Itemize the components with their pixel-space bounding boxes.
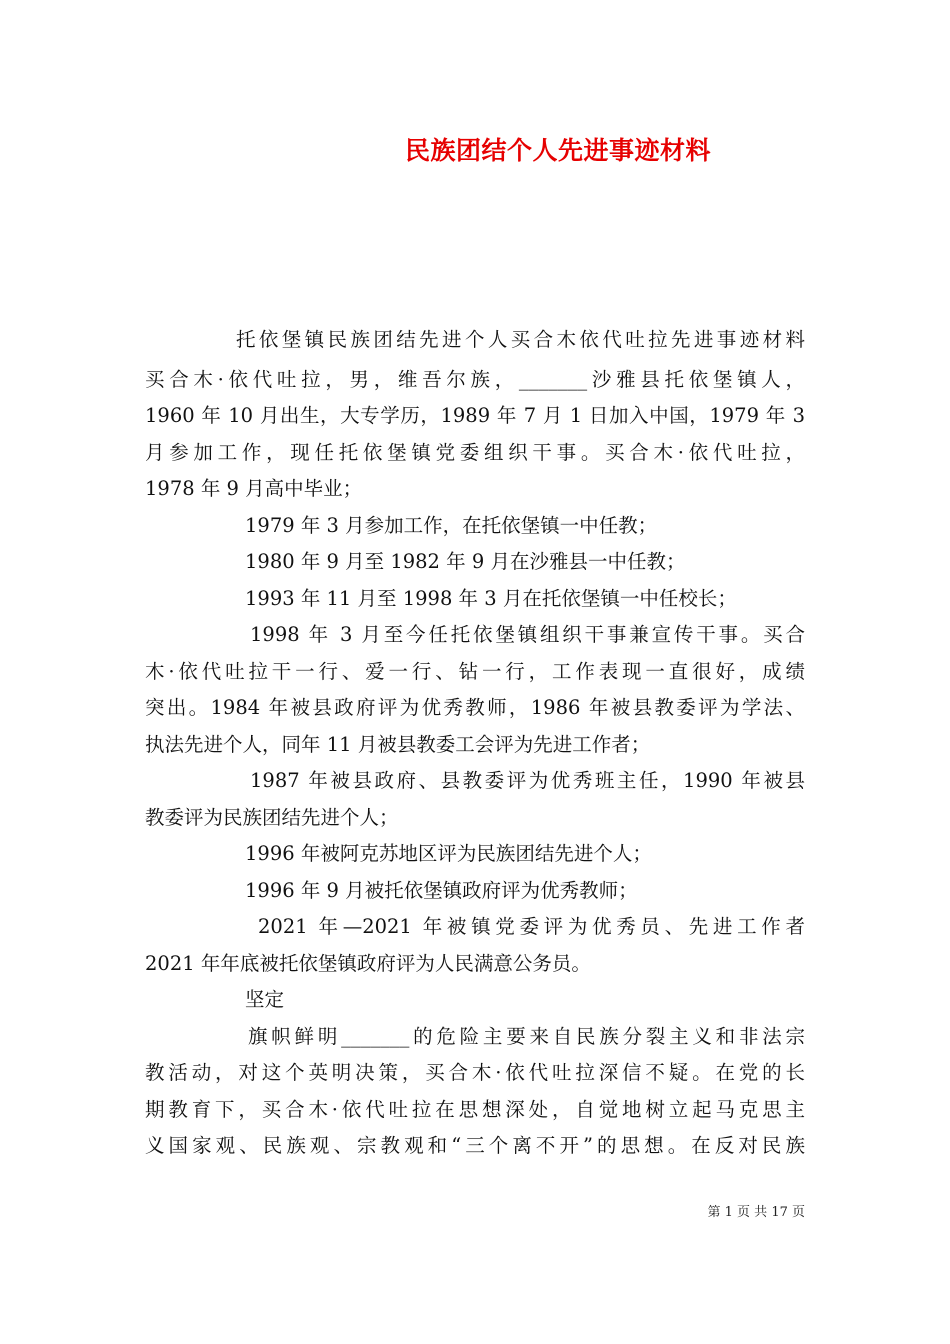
body-line: 期教育下，买合木·依代吐拉在思想深处，自觉地树立起马克思主 <box>145 1097 805 1121</box>
body-line: 义国家观、民族观、宗教观和“三个离不开”的思想。在反对民族 <box>145 1134 805 1157</box>
body-line: 木·依代吐拉干一行、爱一行、钻一行，工作表现一直很好，成绩 <box>145 659 805 683</box>
body-line: 2021 年—2021 年被镇党委评为优秀员、先进工作者 <box>258 915 805 938</box>
document-title: 民族团结个人先进事迹材料 <box>405 136 712 165</box>
body-line: 托依堡镇民族团结先进个人买合木依代吐拉先进事迹材料 <box>236 328 805 351</box>
body-line: 1978 年 9 月高中毕业； <box>145 477 363 500</box>
body-line: 坚定 <box>245 988 285 1011</box>
body-line: 月参加工作，现任托依堡镇党委组织干事。买合木·依代吐拉， <box>145 440 805 464</box>
document-body <box>145 322 805 1165</box>
body-line: 1993 年 11 月至 1998 年 3 月在托依堡镇一中任校长； <box>245 586 737 610</box>
body-line: 1960 年 10 月出生，大专学历，1989 年 7 月 1 日加入中国，1979 年 3 <box>145 404 805 427</box>
body-line: 1996 年被阿克苏地区评为民族团结先进个人； <box>245 842 652 865</box>
page-number-footer: 第 1 页 共 17 页 <box>707 1205 805 1220</box>
body-line: 2021 年年底被托依堡镇政府评为人民满意公务员。 <box>145 951 591 975</box>
body-line: 突出。1984 年被县政府评为优秀教师，1986 年被县教委评为学法、 <box>145 696 805 719</box>
body-line: 1996 年 9 月被托依堡镇政府评为优秀教师； <box>245 878 638 902</box>
body-line: 旗帜鲜明_______的危险主要来自民族分裂主义和非法宗 <box>248 1024 805 1048</box>
body-line: 教委评为民族团结先进个人； <box>145 805 399 829</box>
body-line: 买合木·依代吐拉，男，维吾尔族，_______沙雅县托依堡镇人， <box>145 367 805 391</box>
body-line: 1987 年被县政府、县教委评为优秀班主任，1990 年被县 <box>250 769 805 792</box>
body-line: 1998 年 3 月至今任托依堡镇组织干事兼宣传干事。买合 <box>250 623 805 646</box>
body-line: 教活动，对这个英明决策，买合木·依代吐拉深信不疑。在党的长 <box>145 1061 805 1084</box>
body-line: 1980 年 9 月至 1982 年 9 月在沙雅县一中任教； <box>245 550 686 573</box>
body-line: 1979 年 3 月参加工作，在托依堡镇一中任教； <box>245 513 658 537</box>
body-line: 执法先进个人，同年 11 月被县教委工会评为先进工作者； <box>145 732 651 756</box>
